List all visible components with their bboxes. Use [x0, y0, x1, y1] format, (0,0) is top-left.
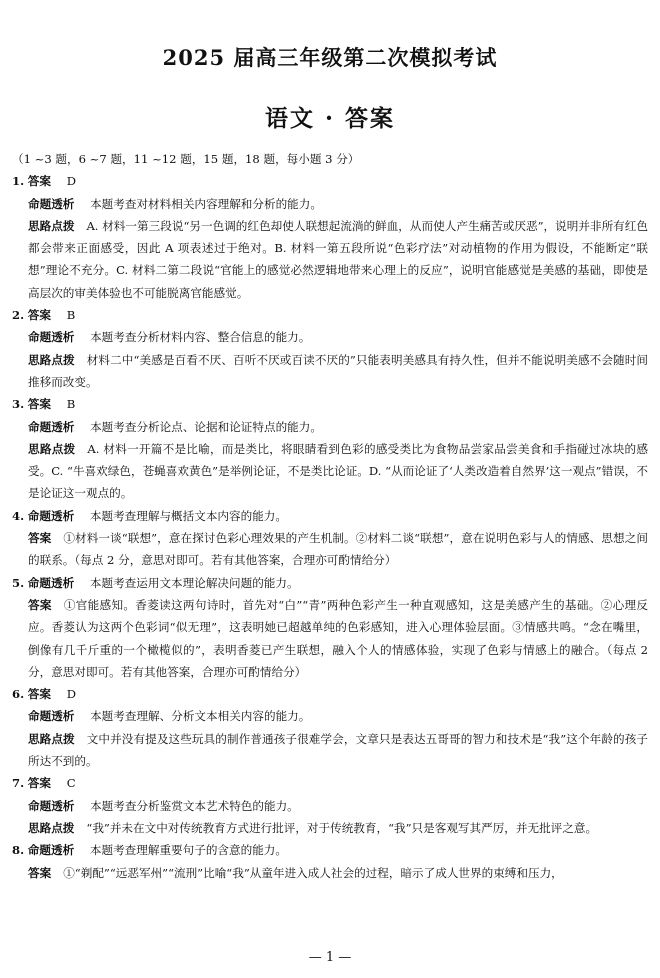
- q3-answer-row: [12, 393, 648, 415]
- q7-hint-label: 思路点拨: [28, 820, 75, 835]
- answer-body: [12, 148, 648, 884]
- scoring-note: （1 ~3 题，6 ~7 题，11 ~12 题，15 题，18 题，每小题 3 分）: [12, 152, 360, 166]
- q8-analysis-row: [12, 839, 648, 861]
- q8-answer-row: [12, 862, 648, 884]
- q3-analysis: 本题考查分析论点、论据和论证特点的能力。: [90, 419, 322, 434]
- q6-answer-label: 答案: [27, 687, 51, 702]
- q6-number: 6.: [12, 687, 25, 702]
- q4-answer-label: 答案: [28, 531, 52, 546]
- q3-number: 3.: [12, 397, 25, 412]
- q7-hint-row: [12, 817, 648, 839]
- q8-answer-label: 答案: [28, 865, 52, 880]
- q7-answer-label: 答案: [27, 776, 51, 791]
- q3-answer: B: [66, 397, 76, 412]
- q2-hint-row: [12, 349, 648, 394]
- q6-answer: D: [66, 687, 76, 702]
- q5-analysis-label: 命题透析: [27, 575, 75, 590]
- q6-analysis-row: [12, 705, 648, 727]
- q1-answer-row: [12, 170, 648, 192]
- q5-answer-row: [12, 594, 648, 683]
- q7-analysis-label: 命题透析: [28, 798, 75, 813]
- q7-analysis: 本题考查分析鉴赏文本艺术特色的能力。: [90, 798, 299, 813]
- q5-analysis-row: [12, 572, 648, 594]
- q5-number: 5.: [12, 575, 25, 590]
- q3-hint-label: 思路点拨: [28, 441, 76, 456]
- q5-answer-label: 答案: [28, 597, 52, 612]
- q1-number: 1.: [12, 174, 25, 189]
- q7-number: 7.: [12, 776, 25, 791]
- q1-answer: D: [66, 174, 76, 189]
- q4-analysis-label: 命题透析: [27, 508, 75, 523]
- q5-answer-text: ①官能感知。香菱读这两句诗时，首先对“白”“青”两种色彩产生一种直观感知，这是美感产生的基础。②心理反应。香菱认为这两个色彩词“似无理”，这表明她已超越单纯的色彩感知，进入心理体验层面。③情感共鸣。“念在嘴里，倒像有几千斤重的一个橄榄似的”，表明香菱已产生联想，融入个人的情感体验，实现了色彩与情感上的融合。（每点 2 分，意思对即可。若有其他答案，合理亦可酌情给分）: [28, 597, 648, 679]
- page-title: 2025 届高三年级第二次模拟考试: [162, 45, 498, 70]
- q3-answer-label: 答案: [27, 397, 51, 412]
- q2-hint-label: 思路点拨: [28, 352, 75, 367]
- q2-answer-label: 答案: [27, 308, 51, 323]
- q3-analysis-label: 命题透析: [28, 419, 75, 434]
- q2-number: 2.: [12, 308, 25, 323]
- q8-number: 8.: [12, 843, 25, 858]
- q3-hint: A. 材料一开篇不是比喻，而是类比，将眼睛看到色彩的感受类比为食物品尝家品尝美食和手指碰过冰块的感受。C. “牛喜欢绿色，苍蝇喜欢黄色”是举例论证，不是类比论证。D. “从而论证了‘人类改造着自然界’这一观点”错误，不是论证这一观点的。: [28, 441, 648, 501]
- q2-analysis-label: 命题透析: [28, 330, 75, 345]
- q8-analysis-label: 命题透析: [27, 843, 75, 858]
- page-subtitle: 语文 · 答案: [264, 105, 396, 132]
- q1-analysis-row: [12, 193, 648, 215]
- q2-hint: 材料二中“美感是百看不厌、百听不厌或百读不厌的”只能表明美感具有持久性，但并不能说明美感不会随时间推移而改变。: [28, 352, 648, 389]
- q4-answer-text: ①材料一谈“联想”，意在探讨色彩心理效果的产生机制。②材料二谈“联想”，意在说明色彩与人的情感、思想之间的联系。（每点 2 分，意思对即可。若有其他答案，合理亦可酌情给分）: [28, 531, 648, 568]
- q1-hint: A. 材料一第三段说“另一色调的红色却使人联想起流淌的鲜血，从而使人产生痛苦或厌恶”，说明并非所有红色都会带来正面感受，因此 A 项表述过于绝对。B. 材料一第五段所说“色彩疗法”对动植物的作用为假设，不能断定“联想”理论不充分。C. 材料二第二段说“官能上的感觉必然逻辑地带来心理上的反应”，说明官能感觉是美感的基础，即使是高层次的审美体验也不可能脱离官能感觉。: [28, 218, 648, 300]
- q2-answer-row: [12, 304, 648, 326]
- q4-analysis-row: [12, 505, 648, 527]
- q1-hint-label: 思路点拨: [28, 218, 75, 233]
- q1-analysis: 本题考查对材料相关内容理解和分析的能力。: [90, 196, 322, 211]
- q4-analysis: 本题考查理解与概括文本内容的能力。: [89, 508, 287, 523]
- q3-analysis-row: [12, 416, 648, 438]
- q8-answer-text: ①“剃配”“远恶军州”“流刑”比喻“我”从童年进入成人社会的过程，暗示了成人世界的束缚和压力，: [63, 865, 563, 880]
- q6-analysis-label: 命题透析: [28, 709, 75, 724]
- page-number: — 1 —: [308, 950, 352, 965]
- q7-analysis-row: [12, 795, 648, 817]
- q1-hint-row: [12, 215, 648, 304]
- q6-answer-row: [12, 683, 648, 705]
- q6-analysis: 本题考查理解、分析文本相关内容的能力。: [90, 709, 311, 724]
- q2-answer: B: [66, 308, 76, 323]
- q6-hint: 文中并没有提及这些玩具的制作普通孩子很难学会，文章只是表达五哥哥的智力和技术是“我”这个年龄的孩子所达不到的。: [28, 731, 648, 769]
- q4-number: 4.: [12, 508, 25, 523]
- q1-analysis-label: 命题透析: [28, 196, 75, 211]
- q3-hint-row: [12, 438, 648, 505]
- q7-answer: C: [66, 776, 76, 791]
- q2-analysis: 本题考查分析材料内容、整合信息的能力。: [90, 330, 311, 345]
- q5-analysis: 本题考查运用文本理论解决问题的能力。: [89, 575, 299, 590]
- q7-hint: “我”并未在文中对传统教育方式进行批评，对于传统教育，“我”只是客观写其严厉，并无批评之意。: [86, 820, 598, 835]
- q1-answer-label: 答案: [27, 174, 51, 189]
- q6-hint-row: [12, 728, 648, 773]
- q6-hint-label: 思路点拨: [28, 731, 75, 746]
- q2-analysis-row: [12, 326, 648, 348]
- q4-answer-row: [12, 527, 648, 572]
- q8-analysis: 本题考查理解重要句子的含意的能力。: [89, 843, 287, 858]
- q7-answer-row: [12, 772, 648, 794]
